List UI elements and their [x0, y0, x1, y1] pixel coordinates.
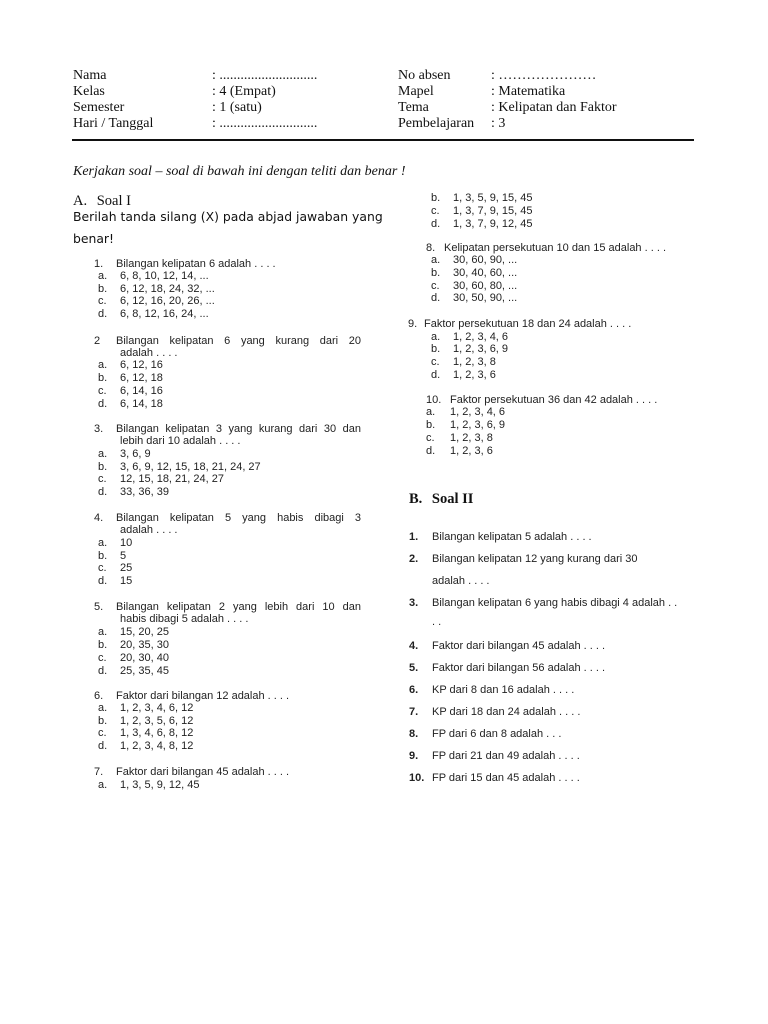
answer-option[interactable]: a. 6, 8, 10, 12, 14, ...: [98, 270, 209, 282]
question-text: Faktor persekutuan 18 dan 24 adalah . . . .: [424, 318, 632, 330]
field-label: Kelas: [73, 84, 105, 99]
instruction-line: benar!: [73, 231, 114, 246]
answer-option[interactable]: b. 3, 6, 9, 12, 15, 18, 21, 24, 27: [98, 461, 261, 473]
field-value: : …………………: [491, 68, 597, 83]
answer-option[interactable]: d. 1, 2, 3, 6: [426, 445, 493, 457]
instruction-line: Berilah tanda silang (X) pada abjad jawaban yang: [73, 209, 383, 224]
field-value: : 3: [491, 116, 506, 131]
question-text: Faktor dari bilangan 45 adalah . . . .: [116, 766, 290, 778]
answer-option[interactable]: d. 25, 35, 45: [98, 665, 169, 677]
answer-option[interactable]: a. 1, 2, 3, 4, 6, 12: [98, 702, 194, 714]
answer-option[interactable]: d. 1, 2, 3, 6: [431, 369, 496, 381]
answer-option[interactable]: b. 6, 12, 18, 24, 32, ...: [98, 283, 215, 295]
answer-option[interactable]: a. 1, 2, 3, 4, 6: [431, 331, 509, 343]
answer-option[interactable]: a. 1, 2, 3, 4, 6: [426, 406, 506, 418]
answer-option[interactable]: a. 15, 20, 25: [98, 626, 169, 638]
question-text: Bilangan kelipatan 6 adalah . . . .: [116, 258, 276, 270]
answer-option[interactable]: a. 30, 60, 90, ...: [431, 254, 518, 266]
answer-option[interactable]: b. 30, 40, 60, ...: [431, 267, 518, 279]
header-divider: [72, 139, 694, 141]
answer-option[interactable]: b. 20, 35, 30: [98, 639, 169, 651]
field-value: : Matematika: [491, 84, 566, 99]
question-number: 2: [94, 335, 101, 347]
answer-option[interactable]: d. 6, 14, 18: [98, 398, 163, 410]
section-letter: A.: [73, 193, 88, 209]
answer-option[interactable]: c. 1, 2, 3, 8: [431, 356, 496, 368]
field-value: : Kelipatan dan Faktor: [491, 100, 617, 115]
question-text: Faktor persekutuan 36 dan 42 adalah . . . .: [450, 394, 658, 406]
answer-option[interactable]: a. 10: [98, 537, 133, 549]
field-value: : 4 (Empat): [212, 84, 276, 99]
question-text: Bilangan kelipatan 5 yang habis dibagi 3: [116, 512, 361, 524]
answer-option[interactable]: b. 1, 2, 3, 6, 9: [431, 343, 509, 355]
field-label: Hari / Tanggal: [73, 116, 154, 131]
question-number: 9.: [408, 318, 418, 330]
question-number: 7.: [94, 766, 104, 778]
field-label: Mapel: [398, 84, 434, 99]
answer-option[interactable]: b. 6, 12, 18: [98, 372, 163, 384]
section-name: Soal I: [96, 193, 131, 209]
answer-option[interactable]: b. 1, 2, 3, 5, 6, 12: [98, 715, 194, 727]
question-text: adalah . . . .: [120, 347, 178, 359]
section-b-title: [409, 491, 473, 508]
question-text: Faktor dari bilangan 12 adalah . . . .: [116, 690, 290, 702]
field-value: : ............................: [212, 116, 318, 131]
answer-option[interactable]: c. 1, 3, 7, 9, 15, 45: [431, 205, 533, 217]
question-number: 4.: [94, 512, 104, 524]
question-text: Bilangan kelipatan 3 yang kurang dari 30 dan: [116, 423, 361, 435]
question-number: 5.: [94, 601, 104, 613]
answer-option[interactable]: d. 30, 50, 90, ...: [431, 292, 518, 304]
question-number: 8.: [426, 242, 436, 254]
answer-option[interactable]: c. 6, 14, 16: [98, 385, 163, 397]
answer-option[interactable]: a. 6, 12, 16: [98, 359, 163, 371]
answer-option[interactable]: d. 33, 36, 39: [98, 486, 169, 498]
question-number: 6.: [94, 690, 104, 702]
answer-option[interactable]: b. 5: [98, 550, 127, 562]
field-label: Tema: [398, 100, 429, 115]
answer-option[interactable]: c. 20, 30, 40: [98, 652, 169, 664]
answer-option[interactable]: b. 1, 3, 5, 9, 15, 45: [431, 192, 533, 204]
answer-option[interactable]: c. 6, 12, 16, 20, 26, ...: [98, 295, 215, 307]
question-text: Bilangan kelipatan 2 yang lebih dari 10 dan: [116, 601, 361, 613]
field-label: Nama: [73, 68, 107, 83]
section-name: Soal II: [431, 491, 474, 507]
field-label: No absen: [398, 68, 451, 83]
field-label: Semester: [73, 100, 125, 115]
field-value: : ............................: [212, 68, 318, 83]
answer-option[interactable]: c. 12, 15, 18, 21, 24, 27: [98, 473, 224, 485]
field-value: : 1 (satu): [212, 100, 262, 115]
answer-option[interactable]: a. 1, 3, 5, 9, 12, 45: [98, 779, 200, 791]
question-text: habis dibagi 5 adalah . . . .: [120, 613, 249, 625]
answer-option[interactable]: b. 1, 2, 3, 6, 9: [426, 419, 506, 431]
section-letter: B.: [409, 491, 423, 507]
general-instruction: Kerjakan soal – soal di bawah ini dengan teliti dan benar !: [73, 164, 406, 179]
section-a-instruction: [73, 206, 383, 250]
answer-option[interactable]: d. 1, 3, 7, 9, 12, 45: [431, 218, 533, 230]
answer-option[interactable]: a. 3, 6, 9: [98, 448, 151, 460]
answer-option[interactable]: d. 15: [98, 575, 133, 587]
answer-option[interactable]: c. 1, 2, 3, 8: [426, 432, 493, 444]
question-number: 3.: [94, 423, 104, 435]
answer-option[interactable]: c. 25: [98, 562, 133, 574]
question-number: 1.: [94, 258, 104, 270]
question-text: Bilangan kelipatan 6 yang kurang dari 20: [116, 335, 361, 347]
answer-option[interactable]: c. 1, 3, 4, 6, 8, 12: [98, 727, 194, 739]
question-number: 10.: [426, 394, 442, 406]
question-text: lebih dari 10 adalah . . . .: [120, 435, 241, 447]
question-text: adalah . . . .: [120, 524, 178, 536]
answer-option[interactable]: d. 6, 8, 12, 16, 24, ...: [98, 308, 209, 320]
field-label: Pembelajaran: [398, 116, 475, 131]
answer-option[interactable]: d. 1, 2, 3, 4, 8, 12: [98, 740, 194, 752]
answer-option[interactable]: c. 30, 60, 80, ...: [431, 280, 518, 292]
question-text: Kelipatan persekutuan 10 dan 15 adalah . . . .: [444, 242, 666, 254]
